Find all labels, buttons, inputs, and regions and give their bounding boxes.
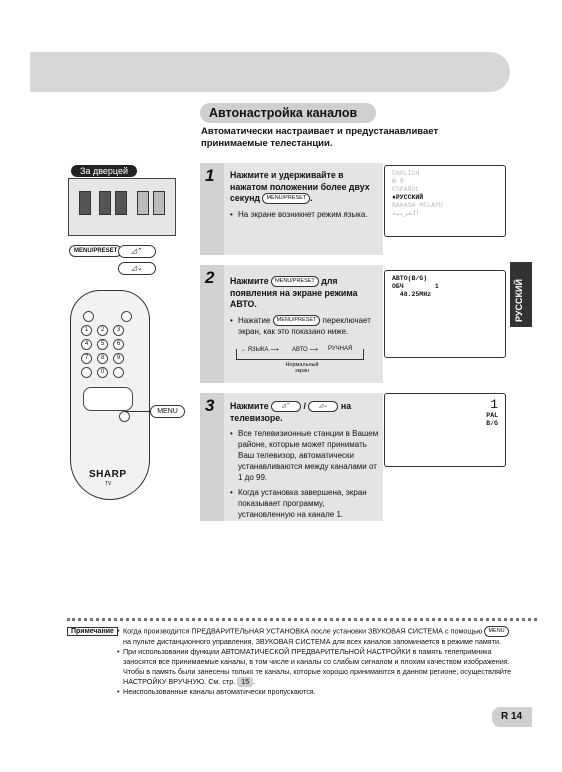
note-3: • Неиспользованные каналы автоматически пропускаются. — [117, 687, 512, 697]
behind-door-label: За дверцей — [71, 165, 137, 177]
remote-control-illustration — [70, 290, 150, 500]
remote-key: 7 — [81, 353, 92, 364]
screen-system: B/G — [486, 420, 498, 427]
remote-key — [83, 311, 94, 322]
menu-preset-inline: MENU/PRESET — [271, 276, 319, 287]
remote-key: 9 — [113, 353, 124, 364]
page-ref: 15 — [237, 677, 253, 687]
flow-normal: Нормальный экран — [285, 362, 319, 374]
step-1-period: . — [310, 193, 313, 203]
remote-key: 3 — [113, 325, 124, 336]
channel-down-button-illustration: ◿⌄ — [118, 262, 156, 275]
remote-key: 8 — [97, 353, 108, 364]
remote-key — [81, 367, 92, 378]
step-3-instruction-a: Нажмите — [230, 401, 269, 411]
panel-button — [79, 191, 91, 215]
step-3-text — [230, 401, 380, 520]
menu-preset-inline: MENU/PRESET — [273, 315, 321, 326]
step-1-bullet: • На экране возникнет режим языка. — [230, 209, 380, 220]
remote-key — [121, 311, 132, 322]
note-1 — [117, 626, 512, 647]
step-1-number: 1 — [205, 166, 215, 185]
remote-brand-logo: SHARP — [89, 469, 127, 480]
panel-button — [137, 191, 149, 215]
flow-line — [236, 349, 237, 359]
tv-front-panel-illustration — [68, 178, 176, 236]
menu-preset-inline: MENU/PRESET — [262, 193, 310, 204]
panel-button — [153, 191, 165, 215]
lang-option: ENGLISH — [392, 170, 420, 177]
remote-menu-key — [119, 411, 130, 422]
menu-callout-line — [125, 411, 150, 412]
note-1-text-b: на пульте дистанционного управления, ЗВУКОВАЯ СИСТЕМА для всех каналов запоминается в режиме памяти. — [123, 637, 501, 646]
flow-auto-label: АВТО — [292, 347, 308, 353]
flow-lang-label: ЯЗЫКА — [247, 347, 269, 353]
notes — [117, 626, 512, 697]
notes-divider — [67, 618, 537, 621]
panel-button — [99, 191, 111, 215]
step-2-number: 2 — [205, 268, 215, 287]
top-band — [30, 52, 510, 92]
screen-channel-number: 1 — [490, 397, 498, 412]
flow-manual: РУЧНАЯ — [328, 346, 353, 352]
step-1-text — [230, 170, 380, 220]
flow-line — [236, 359, 364, 360]
flow-auto: АВТО ⟶ — [292, 347, 318, 353]
step-1-instruction: Нажмите и удерживайте в нажатом положении более двух секунд — [230, 170, 370, 203]
lang-option: BAHASA MELAYU — [392, 202, 443, 209]
screen-auto-mode — [384, 270, 506, 358]
remote-key: 6 — [113, 339, 124, 350]
remote-nav-pad — [83, 387, 133, 411]
remote-key: 2 — [97, 325, 108, 336]
flow-line — [363, 349, 364, 359]
language-tab-label: РУССКИЙ — [514, 279, 524, 322]
note-2-end: . — [253, 677, 256, 686]
panel-button — [115, 191, 127, 215]
flow-lang: → ЯЗЫКА ⟶ — [240, 347, 279, 353]
page-number: R 14 — [492, 707, 532, 727]
remote-key: 4 — [81, 339, 92, 350]
channel-down-inline-icon: ◿⌄ — [308, 401, 338, 412]
lang-option: العربية — [392, 210, 420, 217]
remote-key: 0 — [97, 367, 108, 378]
notes-label: Примечание — [67, 627, 118, 636]
step-3-number: 3 — [205, 396, 215, 415]
remote-key — [113, 367, 124, 378]
lang-option: ESPAÑOL — [392, 186, 420, 193]
step-2-text — [230, 276, 380, 337]
screen-auto-line: ОБЧ 1 — [392, 283, 439, 290]
step-3-instruction-b: на телевизоре. — [230, 401, 352, 423]
remote-key: 5 — [97, 339, 108, 350]
step-3-bullet: • Все телевизионные станции в Вашем районе, которые может принимать Ваш телевизор, автоматически устанавливаются между каналами от 1 до 99. — [230, 428, 380, 483]
note-2-text: При использовании функции АВТОМАТИЧЕСКОЙ ПРЕДВАРИТЕЛЬНОЙ НАСТРОЙКИ в память телепримника заносятся все принимаемые каналы, в том числе и каналы со слабым сигналом и плохим качеством изображения. Чтобы в память были занесены только те каналы, которые хорошо принимаются в данном регионе, осуществляйте НАСТРОЙКУ ВРУЧНУЮ. См. стр. — [123, 647, 512, 686]
step-2-bullet-b: переключает экран, как это показано ниже. — [238, 315, 371, 336]
step-3-bullet: • Когда установка завершена, экран показывает программу, установленную на канале 1. — [230, 487, 380, 520]
mode-flow-diagram — [236, 343, 366, 373]
remote-key: 1 — [81, 325, 92, 336]
screen-language-menu — [384, 165, 506, 237]
note-2 — [117, 647, 512, 687]
menu-inline: MENU — [484, 626, 508, 637]
screen-system: PAL — [486, 412, 498, 419]
step-3-separator: / — [303, 401, 306, 411]
language-tab — [510, 262, 532, 327]
step-2-bullet-a: Нажатие — [238, 315, 271, 325]
channel-up-button-illustration: ◿⌃ — [118, 245, 156, 258]
lang-option: Ф Я — [392, 178, 404, 185]
screen-channel-display — [384, 393, 506, 467]
step-2-instruction-a: Нажмите — [230, 276, 269, 286]
screen-auto-line: 48.25MHz — [392, 291, 432, 298]
menu-preset-callout: MENU/PRESET — [69, 245, 122, 257]
lang-option-selected: ♦РУССКИЙ — [392, 194, 424, 201]
remote-tv-label: TV — [105, 481, 112, 487]
channel-up-inline-icon: ◿⌃ — [271, 401, 301, 412]
intro-text: Автоматически настраивает и предустанавливает принимаемые телестанции. — [201, 126, 439, 149]
step-2-instruction-b: для появления на экране режима АВТО. — [230, 276, 358, 309]
section-title: Автонастройка каналов — [200, 103, 376, 123]
note-1-text: Когда производится ПРЕДВАРИТЕЛЬНАЯ УСТАНОВКА после установки ЗВУКОВАЯ СИСТЕМА с помощью — [123, 626, 483, 636]
screen-auto-line: АВТО(B/G) — [392, 275, 428, 282]
menu-callout: MENU — [150, 405, 185, 418]
step-2-bullet — [230, 315, 380, 337]
